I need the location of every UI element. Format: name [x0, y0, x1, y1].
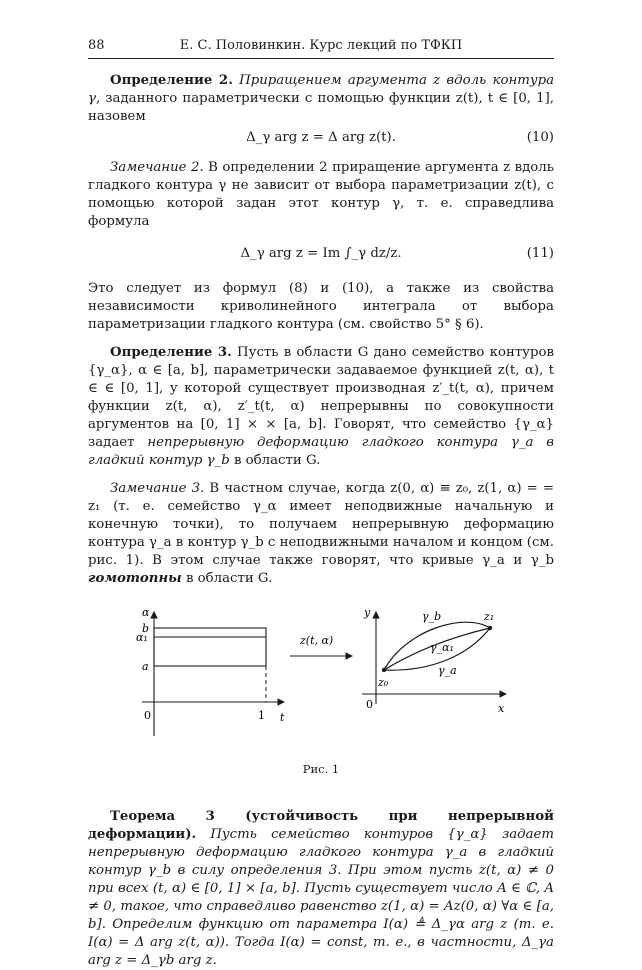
parameter-rectangle — [154, 628, 266, 666]
label-z0: z₀ — [378, 676, 389, 689]
right-y-axis-label: y — [364, 606, 371, 619]
tick-1: 1 — [258, 709, 265, 722]
definition-3-label: Определение 3. — [110, 345, 232, 360]
remark-3 — [88, 480, 554, 588]
label-gamma-b: γ_b — [422, 610, 442, 623]
formula-10-number: (10) — [526, 130, 554, 145]
point-z1 — [488, 626, 492, 630]
figure-1-drawing — [138, 604, 518, 754]
remark-2-label: Замечание 2. — [110, 160, 204, 175]
definition-3 — [88, 344, 554, 470]
label-gamma-a: γ_a — [438, 664, 457, 677]
point-z0 — [382, 668, 386, 672]
page-number: 88 — [88, 38, 105, 53]
tick-b: b — [142, 622, 150, 635]
definition-3-term: непрерывную деформацию гладкого контура γ_a в гладкий контур γ_b — [88, 435, 554, 468]
tick-alpha1: α₁ — [136, 631, 148, 644]
mapping-label: z(t, α) — [300, 634, 334, 647]
theorem-3-label: Теорема 3 (устойчивость при непрерывной деформации). — [88, 809, 554, 842]
definition-3-text-2: в области G. — [233, 453, 321, 468]
remark-3-text-1: В частном случае, когда z(0, α) ≡ z₀, z(1, α) = = z₁ (т. е. семейство γ_α имеет неподвижные начальную и конечную точки), то получаем непрерывную деформацию контура γ_a в контур γ_b с неподвижными началом и концом (см. рис. 1). В этом случае также говорят, что кривые γ_a и γ_b — [88, 481, 554, 568]
figure-1-caption: Рис. 1 — [302, 762, 340, 776]
running-title: Е. С. Половинкин. Курс лекций по ТФКП — [179, 38, 463, 53]
remark-3-label: Замечание 3. — [110, 481, 205, 496]
remark-2-continuation: Это следует из формул (8) и (10), а также из свойства независимости криволинейного интеграла от выбора параметризации гладкого контура (см. свойство 5° § 6). — [88, 281, 554, 332]
theorem-3 — [88, 808, 554, 970]
right-x-axis-label: x — [498, 702, 505, 715]
formula-11-body: Δ_γ arg z = Im ∫_γ dz/z. — [240, 246, 402, 261]
left-y-axis-label: α — [142, 606, 150, 619]
definition-2-term: Приращением аргумента z вдоль контура γ, — [88, 73, 555, 106]
tick-a: a — [142, 660, 149, 673]
left-origin: 0 — [144, 709, 151, 722]
definition-2-text: заданного параметрически с помощью функции z(t), t ∈ [0, 1], назовем — [88, 91, 554, 124]
formula-11-number: (11) — [526, 246, 554, 261]
figure-1 — [88, 604, 554, 754]
label-z1: z₁ — [484, 610, 495, 623]
formula-11 — [88, 234, 554, 274]
remark-3-term: гомотопны — [88, 571, 182, 586]
page-body — [88, 72, 554, 970]
definition-2 — [88, 72, 554, 126]
left-x-axis-label: t — [280, 711, 285, 724]
remark-3-text-2: в области G. — [185, 571, 273, 586]
right-origin: 0 — [366, 698, 373, 711]
definition-3-text-1: Пусть в области G дано семейство контуров {γ_α}, α ∈ [a, b], параметрически задаваемое функцией z(t, α), t ∈ ∈ [0, 1], у которой существует производная z′_t(t, α), причем функции z(t, α), z′_t(t, α) непрерывны по совокупности аргументов на [0, 1] × × [a, b]. Говорят, что семейство {γ_α} задает — [88, 345, 555, 450]
label-gamma-alpha1: γ_α₁ — [430, 641, 454, 654]
formula-10 — [88, 129, 554, 153]
theorem-3-text: Пусть семейство контуров {γ_α} задает непрерывную деформацию гладкого контура γ_a в гладкий контур γ_b в силу определения 3. При этом пусть z(t, α) ≠ 0 при всех (t, α) ∈ [0, 1] × [a, b]. Пусть существует число A ∈ ℂ, A ≠ 0, такое, что справедливо равенство z(1, α) = Az(0, α) ∀α ∈ [a, b]. Определим функцию от параметра I(α) ≜ Δ_γα arg z (т. е. I(α) = Δ arg z(t, α)). Тогда I(α) = const, т. е., в частности, Δ_γa arg z = Δ_γb arg z. — [88, 827, 554, 968]
formula-10-body: Δ_γ arg z = Δ arg z(t). — [246, 130, 396, 145]
definition-2-label: Определение 2. — [110, 73, 233, 88]
remark-2-text: В определении 2 приращение аргумента z вдоль гладкого контура γ не зависит от выбора параметризации z(t), с помощью которой задан этот контур γ, т. е. справедлива формула — [88, 160, 554, 229]
remark-2 — [88, 159, 554, 231]
page-header — [88, 36, 554, 59]
